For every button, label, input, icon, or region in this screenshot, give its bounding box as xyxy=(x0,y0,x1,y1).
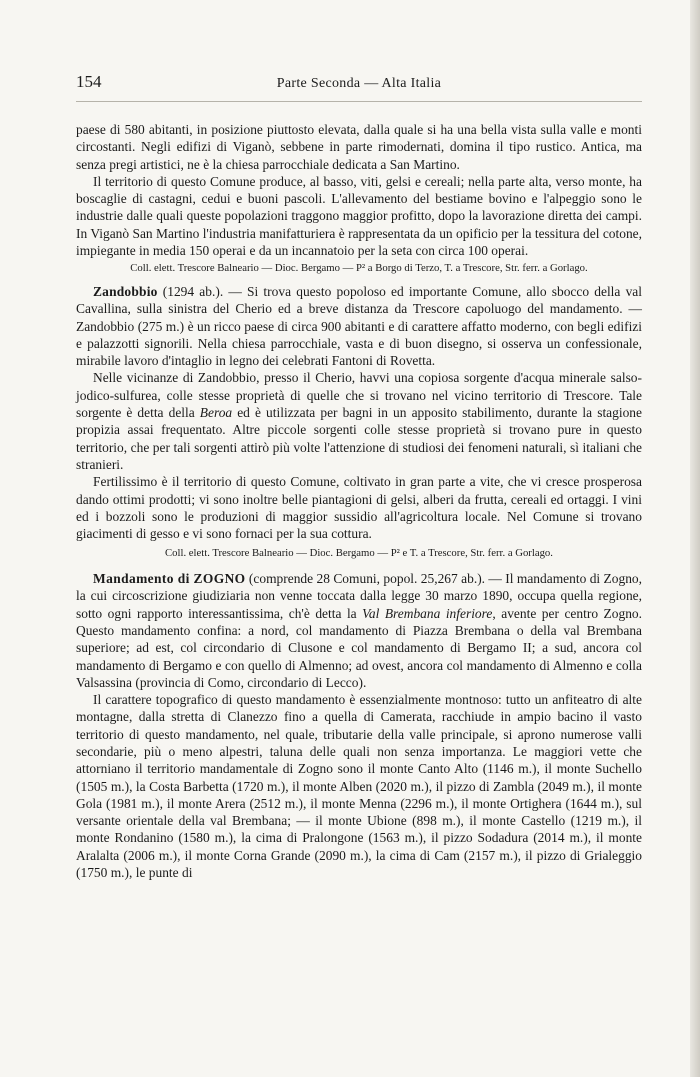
running-title: Parte Seconda — Alta Italia xyxy=(276,76,442,91)
paragraph-zandobbio-spring xyxy=(76,369,642,473)
paragraph-zandobbio-intro xyxy=(76,283,642,369)
paragraph-mandamento-zogno xyxy=(76,570,642,691)
header-divider xyxy=(76,101,642,102)
paragraph-vigano-territory: Il territorio di questo Comune produce, al basso, viti, gelsi e cereali; nella parte alta, verso monte, ha boscaglie di castagni, cedui e buoni pascoli. L'allevamento del bestiame bovino e l'alpeggio sono le industrie dalle quali queste popolazioni traggono maggior profitto, dopo la lavorazione diretta dei campi. In Viganò San Martino l'industria manifatturiera è rappresentata da un opificio per la tessitura del cotone, impiegante in media 150 operai e da un incannatoio per la seta con circa 100 operai. xyxy=(76,173,642,259)
spring-text-a: Nelle vicinanze di Zandobbio, presso il Cherio, havvi una copiosa sorgente d'acqua minerale salso-jodico-sulfurea, colle stesse proprietà di quelle che si trovano nel vicino territorio di Trescore. Tale sorgente è detta della xyxy=(76,370,642,421)
paragraph-zandobbio-agriculture: Fertilissimo è il territorio di questo Comune, coltivato in gran parte a vite, che vi cresce prosperosa dando ottimi prodotti; vi sono inoltre belle piantagioni di gelsi, alberi da frutta, cereali ed ortaggi. I vini ed i bozzoli sono le produzioni di maggior sussidio all'agricoltura locale. Nel Comune si trovano giacimenti di gesso e vi sono fornaci per la sua cottura. xyxy=(76,474,642,542)
zandobbio-intro-text: (1294 ab.). — Si trova questo popoloso ed importante Comune, allo sbocco della val Cavallina, sulla sinistra del Cherio ed a breve distanza da Trescore capoluogo del mandamento. — Zandobbio (275 m.) è un ricco paese di circa 900 abitanti e di carattere affatto moderno, con begli edifizi e palazzotti signorili. Nella chiesa parrocchiale, vasta e di buon disegno, si osserva un confessionale, mirabile lavoro d'intaglio in legno dei celebrati Fantoni di Rovetta. xyxy=(76,283,642,369)
page-number: 154 xyxy=(76,72,102,91)
paragraph-zogno-topography: Il carattere topografico di questo mandamento è essenzialmente montnoso: tutto un anfiteatro di alte montagne, dalla stretta di Clanezzo fino a quella di Camerata, racchiude in ampio bacino il vasto territorio di questo mandamento, nel quale, tributarie della valle principale, si aprono numerose valli secondarie, più o meno alpestri, taluna delle quali non senza importanza. Le maggiori vette che attorniano il territorio mandamentale di Zogno sono il monte Canto Alto (1146 m.), il monte Suchello (1505 m.), la Costa Barbetta (1720 m.), il monte Alben (2020 m.), il pizzo di Zambla (2049 m.), il monte Gola (1981 m.), il monte Arera (2512 m.), il monte Menna (2296 m.), il monte Ortighera (1644 m.), sul versante orientale della val Brembana; — il monte Ubione (898 m.), il monte Castello (1219 m.), il monte Rondanino (1580 m.), la cima di Pralongone (1563 m.), il pizzo Sodadura (2014 m.), il monte Aralalta (2006 m.), il monte Corna Grande (2090 m.), la cima di Cam (2157 m.), il pizzo di Grialeggio (1750 m.), le punte di xyxy=(76,692,642,881)
spring-name-beroa: Beroa xyxy=(199,405,233,421)
page-edge-shadow xyxy=(690,0,700,1077)
page-body xyxy=(76,121,642,881)
zogno-text-a: (comprende 28 Comuni, popol. 25,267 ab.). — Il mandamento di Zogno, la cui circoscrizione giudiziaria non venne toccata dalla legge 30 marzo 1890, occupa quella regione, sotto ogni rapporto interessantissima, ch'è detta la xyxy=(76,571,642,621)
footnote-vigano-electoral: Coll. elett. Trescore Balneario — Dioc. Bergamo — P² a Borgo di Terzo, T. a Trescore, Str. ferr. a Gorlago. xyxy=(130,262,588,275)
footnote-zandobbio-electoral: Coll. elett. Trescore Balneario — Dioc. Bergamo — P² e T. a Trescore, Str. ferr. a Gorlago. xyxy=(165,547,553,560)
entry-heading-mandamento-zogno: Mandamento di ZOGNO xyxy=(93,571,246,587)
page-header xyxy=(76,72,642,94)
spring-text-b: ed è utilizzata per bagni in un apposito stabilimento, durante la stagione propizia assai frequentato. Altre piccole sorgenti colle stesse proprietà si trovano pure in questo territorio, che per tali sorgenti attirò più volte l'attenzione di studiosi dei fenomeni naturali, sì italiani che stranieri. xyxy=(76,405,642,472)
paragraph-vigano-continued: paese di 580 abitanti, in posizione piuttosto elevata, dalla quale si ha una bella vista sulla valle e monti circostanti. Negli edifizi di Viganò, sebbene in parte rimodernati, domina il tipo rustico. Antica, ma senza pregi artistici, ne è la chiesa parrocchiale dedicata a San Martino. xyxy=(76,122,642,172)
zogno-valley-name: Val Brembana inferiore xyxy=(362,605,493,621)
zogno-text-b: , avente per centro Zogno. Questo mandamento confina: a nord, col mandamento di Piazza Brembana o della val Brembana superiore; ad est, col circondario di Clusone e col mandamento di Bergamo II; a sud, ancora col mandamento di Bergamo e con quello di Almenno; ad ovest, ancora col mandamento di Almenno e colla Valsassina (provincia di Como, circondario di Lecco). xyxy=(76,605,642,690)
entry-heading-zandobbio: Zandobbio xyxy=(93,283,158,299)
